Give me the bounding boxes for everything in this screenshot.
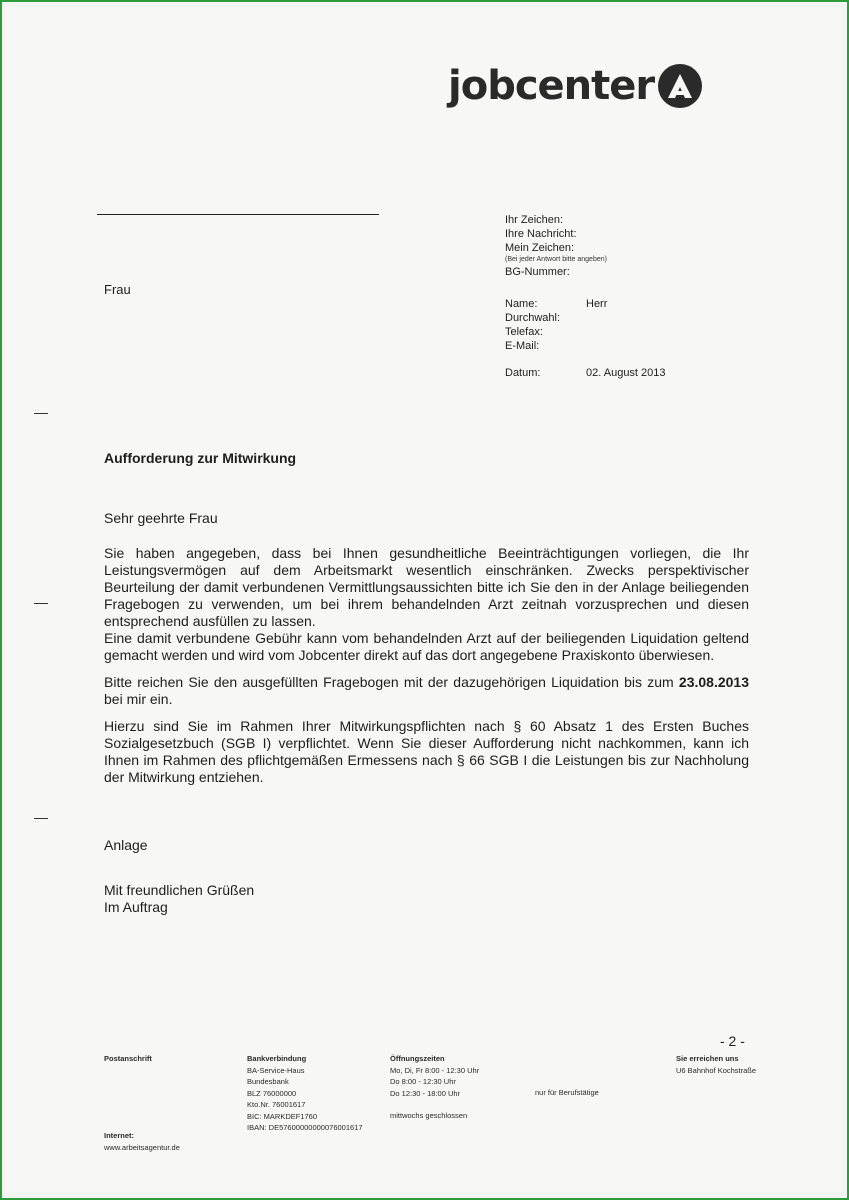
arbeitsagentur-a-icon	[658, 64, 702, 108]
bank-line: IBAN: DE57600000000076001617	[247, 1123, 363, 1132]
internet-value: www.arbeitsagentur.de	[104, 1142, 180, 1152]
hours-label: Öffnungszeiten	[390, 1054, 445, 1063]
jobcenter-logo	[448, 58, 702, 114]
bank-line: BIC: MARKDEF1760	[247, 1111, 318, 1121]
mein-zeichen-label: Mein Zeichen:	[505, 242, 575, 254]
ihr-zeichen-label: Ihr Zeichen:	[505, 214, 564, 226]
footer-bank	[247, 1053, 363, 1134]
postanschrift-label: Postanschrift	[104, 1054, 152, 1063]
paragraph-3	[104, 674, 749, 708]
hours-note: nur für Berufstätige	[535, 1088, 599, 1097]
fold-mark-middle	[34, 603, 48, 604]
footer-postanschrift	[104, 1053, 152, 1065]
hours-closed: mittwochs geschlossen	[390, 1111, 468, 1120]
internet-label: Internet:	[104, 1131, 134, 1140]
closing-im-auftrag: Im Auftrag	[104, 899, 168, 915]
reference-note: (Bei jeder Antwort bitte angeben)	[505, 256, 607, 263]
anlage: Anlage	[104, 837, 148, 853]
address-window-line	[97, 214, 379, 215]
bg-nummer-label: BG-Nummer:	[505, 266, 570, 278]
reach-label: Sie erreichen uns	[676, 1054, 739, 1063]
name-value: Herr	[586, 298, 608, 310]
bank-line: BLZ 76000000	[247, 1088, 297, 1098]
fold-mark-top	[34, 413, 48, 414]
paragraph-1: Sie haben angegeben, dass bei Ihnen gesundheitliche Beeinträchtigungen vorliegen, die Ihr Leistungsvermögen auf dem Arbeitsmarkt wesentlich einschränken. Zwecks perspektivischer Beurteilung der damit verbundenen Vermittlungsaussichten bitte ich Sie den in der Anlage beiliegenden Fragebogen zu verwenden, um bei ihrem behandelnden Arzt zeitnah vorzusprechen und diesen entsprechend ausfüllen zu lassen.	[104, 545, 749, 629]
contact-labels	[505, 297, 560, 353]
paragraph-3-text: Bitte reichen Sie den ausgefüllten Fragebogen mit der dazugehörigen Liquidation bis zum	[104, 674, 679, 690]
hours-line: Mo, Di, Fr 8:00 - 12:30 Uhr	[390, 1065, 480, 1075]
bank-line: Bundesbank	[247, 1077, 289, 1086]
name-label: Name:	[505, 298, 538, 310]
closing-regards: Mit freundlichen Grüßen	[104, 882, 255, 898]
footer-internet	[104, 1130, 180, 1153]
telefax-label: Telefax:	[505, 326, 543, 338]
bank-line: Kto.Nr. 76001617	[247, 1100, 306, 1109]
hours-line: Do 8:00 - 12:30 Uhr	[390, 1077, 456, 1086]
footer-reach	[676, 1053, 756, 1076]
datum-label: Datum:	[505, 367, 541, 379]
fold-mark-bottom	[34, 818, 48, 819]
page-number: - 2 -	[720, 1033, 745, 1049]
recipient-salutation: Frau	[104, 282, 131, 297]
reach-value: U6 Bahnhof Kochstraße	[676, 1065, 757, 1075]
ihre-nachricht-label: Ihre Nachricht:	[505, 228, 577, 240]
deadline-date: 23.08.2013	[678, 674, 749, 690]
email-label: E-Mail:	[505, 340, 540, 352]
paragraph-3-end: bei mir ein.	[104, 691, 173, 707]
letter-subject: Aufforderung zur Mitwirkung	[104, 450, 297, 466]
durchwahl-label: Durchwahl:	[505, 312, 561, 324]
greeting: Sehr geehrte Frau	[104, 510, 218, 526]
hours-line: Do 12:30 - 18:00 Uhr	[390, 1088, 461, 1098]
bank-label: Bankverbindung	[247, 1054, 307, 1063]
footer-hours	[390, 1053, 479, 1122]
paragraph-2: Eine damit verbundene Gebühr kann vom behandelnden Arzt auf der beiliegenden Liquidation geltend gemacht werden und wird vom Jobcenter direkt auf das dort angegebene Praxiskonto überwiesen.	[104, 630, 749, 663]
datum-value: 02. August 2013	[586, 367, 666, 379]
letter-body	[104, 545, 749, 786]
closing	[104, 882, 749, 916]
paragraph-4: Hierzu sind Sie im Rahmen Ihrer Mitwirkungspflichten nach § 60 Absatz 1 des Ersten Buches Sozialgesetzbuch (SGB I) verpflichtet. Wenn Sie dieser Aufforderung nicht nachkommen, kann ich Ihnen im Rahmen des pflichtgemäßen Ermessens nach § 66 SGB I die Leistungen bis zur Nachholung der Mitwirkung entziehen.	[104, 718, 749, 785]
reference-block	[505, 213, 607, 279]
logo-text: jobcenter	[448, 63, 655, 109]
bank-line: BA-Service-Haus	[247, 1065, 305, 1075]
